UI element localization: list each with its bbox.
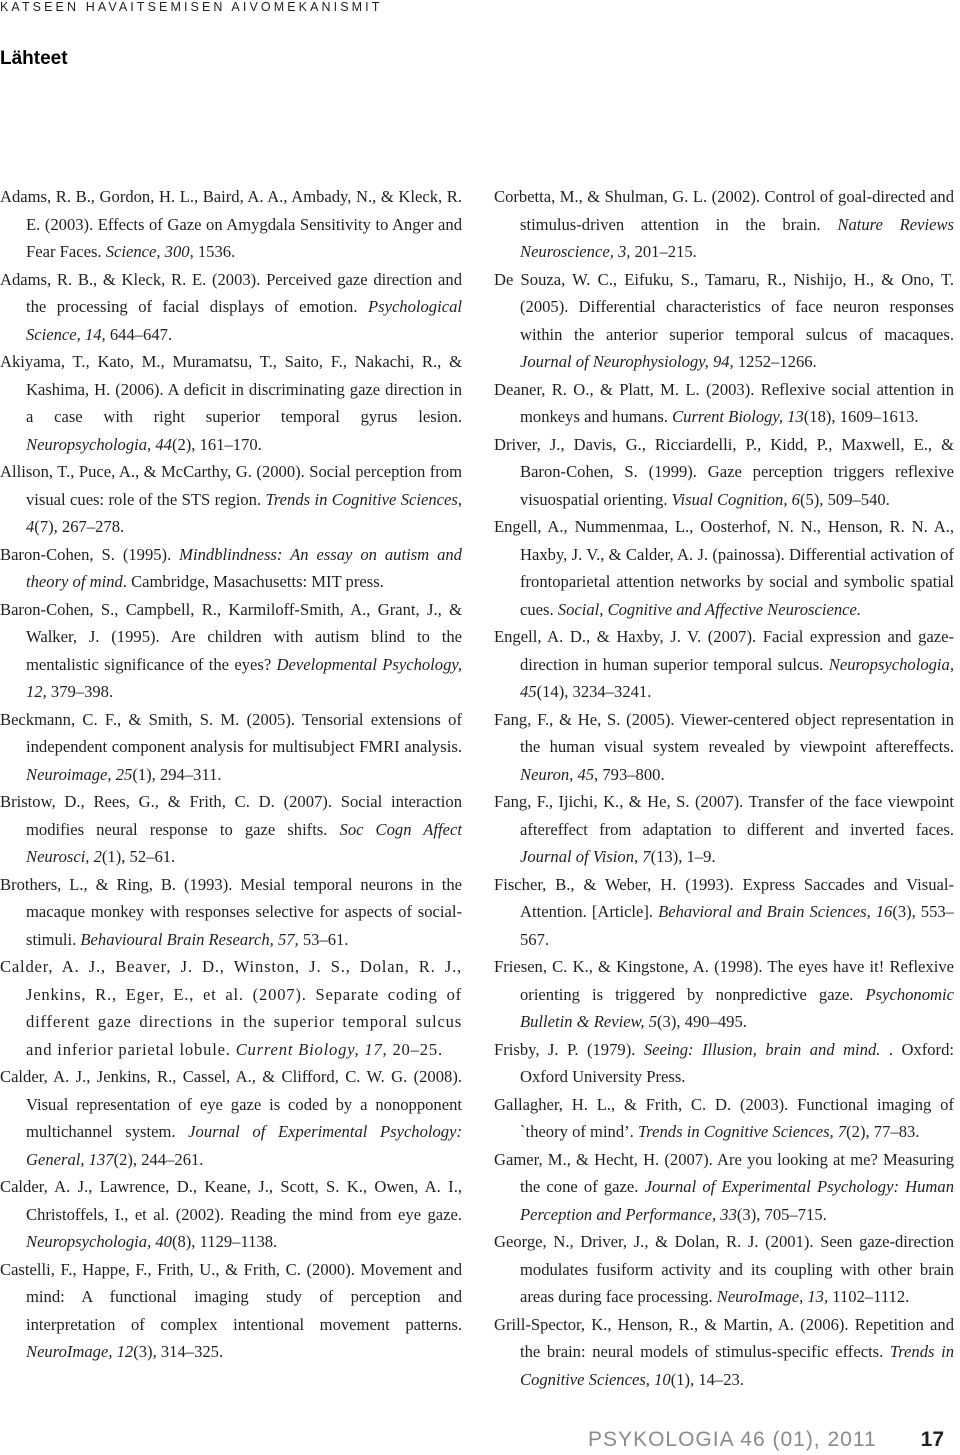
reference-entry: [0, 871, 462, 954]
reference-authors-title: Frisby, J. P. (1979).: [494, 1039, 644, 1059]
reference-entry: [0, 706, 462, 789]
reference-authors-title: Fang, F., & He, S. (2005). Viewer-centered object representation in the human visual system revealed by viewpoint aftereffects.: [494, 709, 954, 756]
reference-entry: [494, 1036, 954, 1091]
reference-pages: 1102–1112.: [828, 1287, 910, 1306]
reference-source: Soc Cogn Affect Neurosci, 2: [26, 819, 462, 866]
reference-entry: [494, 1228, 954, 1311]
reference-pages: (3), 705–715.: [736, 1204, 827, 1224]
reference-source: Psychological Science, 14,: [26, 297, 462, 344]
reference-authors-title: Gamer, M., & Hecht, H. (2007). Are you looking at me? Measuring the cone of gaze.: [494, 1149, 954, 1196]
reference-pages: (18), 1609–1613.: [803, 407, 919, 426]
reference-authors-title: Engell, A., Nummenmaa, L., Oosterhof, N. N., Henson, R. N. A., Haxby, J. V., & Calder, A. J. (painossa). Differential activation of frontoparietal attention networks by social and symbolic spatial cues.: [494, 517, 954, 619]
reference-pages: . Oxford: Oxford University Press.: [520, 1039, 954, 1086]
reference-authors-title: Beckmann, C. F., & Smith, S. M. (2005). Tensorial extensions of independent component analysis for multisubject FMRI analysis.: [0, 709, 462, 756]
reference-source: Science, 300,: [105, 242, 194, 261]
reference-authors-title: George, N., Driver, J., & Dolan, R. J. (2001). Seen gaze-direction modulates fusiform activity and its coupling with other brain areas during face processing.: [494, 1232, 954, 1306]
reference-source: Neuropsychologia, 44: [26, 434, 172, 454]
reference-pages: (2), 244–261.: [113, 1149, 204, 1169]
reference-pages: (2), 161–170.: [171, 434, 262, 454]
reference-entry: [494, 1091, 954, 1146]
reference-source: Neuropsychologia, 40: [26, 1232, 172, 1251]
reference-source: Behavioural Brain Research, 57,: [80, 929, 299, 949]
reference-pages: (3), 553–567.: [520, 902, 954, 949]
reference-pages: (8), 1129–1138.: [171, 1232, 278, 1251]
reference-entry: [494, 623, 954, 706]
reference-entry: [0, 1256, 462, 1366]
reference-source: Trends in Cognitive Sciences, 7: [637, 1122, 847, 1141]
reference-authors-title: Gallagher, H. L., & Frith, C. D. (2003). Functional imaging of `theory of mind’.: [494, 1094, 954, 1141]
reference-pages: . Cambridge, Masachusetts: MIT press.: [122, 572, 384, 591]
reference-authors-title: Adams, R. B., Gordon, H. L., Baird, A. A., Ambady, N., & Kleck, R. E. (2003). Effects of Gaze on Amygdala Sensitivity to Anger and Fear Faces.: [0, 187, 462, 261]
reference-entry: [494, 871, 954, 954]
reference-entry: [0, 953, 462, 1063]
reference-pages: 644–647.: [105, 324, 173, 344]
reference-entry: [494, 266, 954, 376]
reference-source: Social, Cognitive and Affective Neuroscience.: [557, 599, 862, 619]
reference-authors-title: Grill-Spector, K., Henson, R., & Martin, A. (2006). Repetition and the brain: neural models of stimulus-specific effects.: [494, 1314, 954, 1361]
running-head: KATSEEN HAVAITSEMISEN AIVOMEKANISMIT: [0, 0, 383, 14]
reference-authors-title: Brothers, L., & Ring, B. (1993). Mesial temporal neurons in the macaque monkey with responses selective for aspects of social-stimuli.: [0, 874, 462, 949]
reference-source: Nature Reviews Neuroscience, 3,: [520, 214, 954, 261]
reference-entry: [494, 513, 954, 623]
reference-source: NeuroImage, 13,: [716, 1287, 829, 1306]
reference-entry: [494, 183, 954, 266]
reference-authors-title: Allison, T., Puce, A., & McCarthy, G. (2000). Social perception from visual cues: role of the STS region.: [0, 462, 462, 509]
reference-source: Neuroimage, 25: [26, 764, 133, 784]
page-footer: [588, 1428, 944, 1452]
reference-source: Trends in Cognitive Sciences, 4: [26, 489, 462, 536]
reference-pages: (5), 509–540.: [799, 489, 890, 509]
reference-entry: [494, 1146, 954, 1229]
reference-pages: (3), 314–325.: [133, 1342, 224, 1361]
reference-source: Journal of Neurophysiology, 94,: [520, 352, 734, 371]
reference-entry: [0, 266, 462, 349]
reference-pages: 379–398.: [46, 682, 114, 701]
page-number: 17: [920, 1428, 944, 1451]
reference-authors-title: Calder, A. J., Jenkins, R., Cassel, A., & Clifford, C. W. G. (2008). Visual representation of eye gaze is coded by a nonopponent multichannel system.: [0, 1067, 462, 1141]
reference-entry: [0, 541, 462, 596]
reference-source: NeuroImage, 12: [26, 1342, 134, 1361]
reference-entry: [494, 706, 954, 789]
reference-source: Behavioral and Brain Sciences, 16: [658, 902, 893, 921]
reference-entry: [0, 596, 462, 706]
reference-source: Seeing: Illusion, brain and mind.: [643, 1039, 881, 1059]
reference-pages: (2), 77–83.: [846, 1122, 920, 1141]
reference-source: Visual Cognition, 6: [671, 489, 800, 509]
reference-authors-title: Engell, A. D., & Haxby, J. V. (2007). Facial expression and gaze-direction in human superior temporal sulcus.: [494, 627, 954, 674]
reference-authors-title: Bristow, D., Rees, G., & Frith, C. D. (2007). Social interaction modifies neural response to gaze shifts.: [0, 792, 462, 839]
journal-citation: PSYKOLOGIA 46 (01), 2011: [588, 1428, 877, 1451]
reference-source: Developmental Psychology, 12,: [26, 654, 462, 701]
reference-authors-title: Deaner, R. O., & Platt, M. L. (2003). Reflexive social attention in monkeys and humans.: [494, 379, 954, 426]
reference-authors-title: Fang, F., Ijichi, K., & He, S. (2007). Transfer of the face viewpoint aftereffect from adaptation to different and inverted faces.: [494, 792, 954, 839]
reference-pages: 1252–1266.: [733, 352, 817, 371]
references-right-column: [494, 183, 954, 1393]
reference-source: Neuron, 45,: [520, 764, 599, 784]
reference-authors-title: Friesen, C. K., & Kingstone, A. (1998). The eyes have it! Reflexive orienting is triggered by nonpredictive gaze.: [494, 957, 954, 1004]
reference-pages: (1), 52–61.: [101, 847, 176, 866]
reference-source: Journal of Experimental Psychology: Human Perception and Performance, 33: [520, 1177, 954, 1224]
reference-authors-title: Akiyama, T., Kato, M., Muramatsu, T., Saito, F., Nakachi, R., & Kashima, H. (2006). A deficit in discriminating gaze direction in a case with right superior temporal gyrus lesion.: [0, 352, 462, 426]
reference-authors-title: Castelli, F., Happe, F., Frith, U., & Frith, C. (2000). Movement and mind: A functional imaging study of perception and interpretation of complex intentional movement patterns.: [0, 1259, 462, 1334]
reference-pages: 53–61.: [298, 929, 349, 949]
reference-source: Journal of Vision, 7: [520, 847, 651, 866]
reference-authors-title: Adams, R. B., & Kleck, R. E. (2003). Perceived gaze direction and the processing of facial displays of emotion.: [0, 269, 462, 316]
reference-source: Mindblindness: An essay on autism and theory of mind: [26, 544, 462, 591]
reference-entry: [0, 348, 462, 458]
section-title: Lähteet: [0, 48, 68, 69]
reference-source: Current Biology, 13: [672, 407, 804, 426]
reference-pages: (1), 294–311.: [132, 764, 222, 784]
reference-pages: (7), 267–278.: [34, 517, 125, 536]
reference-entry: [0, 1173, 462, 1256]
reference-entry: [494, 376, 954, 431]
reference-authors-title: Driver, J., Davis, G., Ricciardelli, P., Kidd, P., Maxwell, E., & Baron-Cohen, S. (1999). Gaze perception triggers reflexive visuospatial orienting.: [494, 434, 954, 509]
reference-source: Neuropsychologia, 45: [520, 654, 954, 701]
reference-authors-title: Corbetta, M., & Shulman, G. L. (2002). Control of goal-directed and stimulus-driven attention in the brain.: [494, 187, 954, 234]
reference-authors-title: Fischer, B., & Weber, H. (1993). Express Saccades and Visual-Attention. [Article].: [494, 874, 954, 921]
reference-authors-title: Baron-Cohen, S. (1995).: [0, 544, 180, 564]
references-left-column: [0, 183, 462, 1366]
reference-pages: 201–215.: [630, 242, 697, 261]
reference-pages: (3), 490–495.: [657, 1012, 747, 1031]
reference-source: Psychonomic Bulletin & Review, 5: [520, 984, 954, 1031]
reference-authors-title: Calder, A. J., Lawrence, D., Keane, J., Scott, S. K., Owen, A. I., Christoffels, I., et al. (2002). Reading the mind from eye gaze.: [0, 1177, 462, 1224]
reference-pages: (14), 3234–3241.: [536, 682, 652, 701]
reference-source: Trends in Cognitive Sciences, 10: [520, 1342, 954, 1389]
reference-pages: 20–25.: [387, 1039, 443, 1059]
reference-pages: (1), 14–23.: [670, 1369, 744, 1389]
reference-pages: (13), 1–9.: [650, 847, 716, 866]
reference-source: Current Biology, 17,: [235, 1039, 388, 1059]
reference-pages: 793–800.: [598, 764, 665, 784]
reference-entry: [0, 458, 462, 541]
reference-entry: [494, 788, 954, 871]
reference-entry: [0, 183, 462, 266]
reference-authors-title: Baron-Cohen, S., Campbell, R., Karmiloff-Smith, A., Grant, J., & Walker, J. (1995). Are children with autism blind to the mentalistic significance of the eyes?: [0, 599, 462, 674]
reference-entry: [0, 788, 462, 871]
reference-pages: 1536.: [193, 242, 236, 261]
reference-entry: [0, 1063, 462, 1173]
reference-entry: [494, 953, 954, 1036]
reference-source: Journal of Experimental Psychology: General, 137: [26, 1122, 462, 1169]
reference-entry: [494, 431, 954, 514]
reference-authors-title: Calder, A. J., Beaver, J. D., Winston, J. S., Dolan, R. J., Jenkins, R., Eger, E., et al. (2007). Separate coding of different gaze directions in the superior temporal sulcus and inferior parietal lobule.: [0, 957, 462, 1059]
reference-authors-title: De Souza, W. C., Eifuku, S., Tamaru, R., Nishijo, H., & Ono, T. (2005). Differential characteristics of face neuron responses within the anterior superior temporal sulcus of macaques.: [494, 269, 954, 344]
reference-entry: [494, 1311, 954, 1394]
